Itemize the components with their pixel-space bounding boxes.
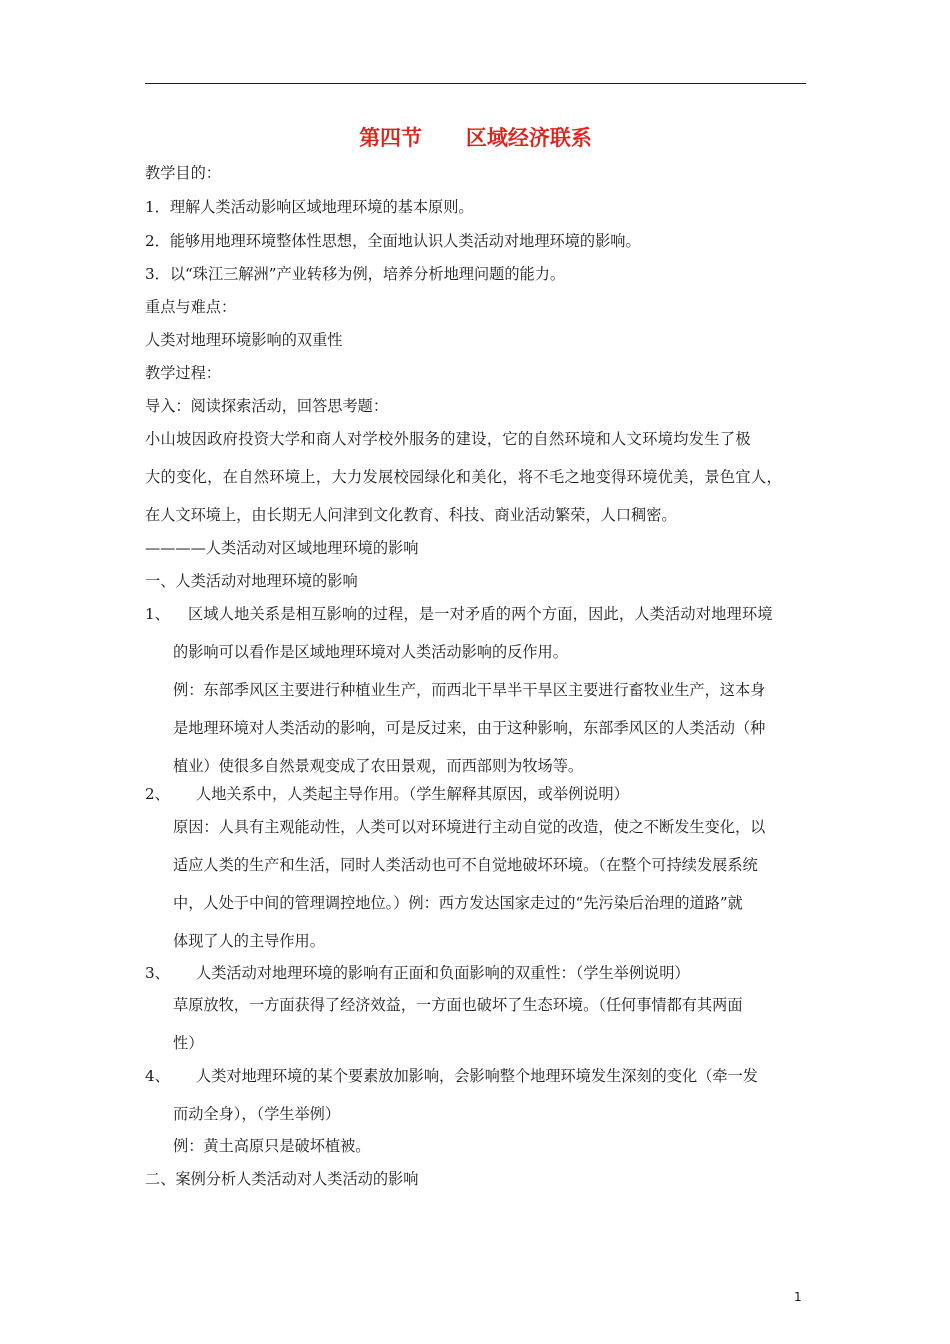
section-heading-1: 一、人类活动对地理环境的影响 — [145, 572, 358, 590]
item-line: 的影响可以看作是区域地理环境对人类活动影响的反作用。 — [173, 643, 568, 661]
page-title: 第四节 区域经济联系 — [359, 126, 592, 150]
item-heading: 人类对地理环境的某个要素放加影响，会影响整个地理环境发生深刻的变化（牵一发 — [196, 1067, 758, 1085]
item-number: 2、 — [145, 785, 170, 803]
story-line: 小山坡因政府投资大学和商人对学校外服务的建设，它的自然环境和人文环境均发生了极 — [145, 430, 751, 448]
item-line: 例：黄土高原只是破坏植被。 — [173, 1137, 371, 1155]
item-number: 4、 — [145, 1067, 170, 1085]
story-line: 大的变化，在自然环境上，大力发展校园绿化和美化，将不毛之地变得环境优美，景色宜人， — [145, 468, 783, 486]
item-line: 草原放牧，一方面获得了经济效益，一方面也破坏了生态环境。（任何事情都有其两面 — [173, 996, 743, 1014]
item-line: 适应人类的生产和生活，同时人类活动也可不自觉地破坏环境。（在整个可持续发展系统 — [173, 856, 758, 874]
item-line: 性） — [173, 1034, 204, 1052]
intro-text: 导入：阅读探索活动，回答思考题： — [145, 397, 388, 415]
item-line: 例：东部季风区主要进行种植业生产，而西北干旱半干旱区主要进行畜牧业生产，这本身 — [173, 681, 766, 699]
objectives-label: 教学目的： — [145, 164, 221, 182]
item-line: 中，人处于中间的管理调控地位。）例：西方发达国家走过的“先污染后治理的道路”就 — [173, 894, 743, 912]
page-number: 1 — [794, 1290, 802, 1304]
item-number: 1、 — [145, 605, 170, 623]
item-heading: 人类活动对地理环境的影响有正面和负面影响的双重性：（学生举例说明） — [196, 964, 690, 982]
process-label: 教学过程： — [145, 364, 221, 382]
objective-item: 2．能够用地理环境整体性思想，全面地认识人类活动对地理环境的影响。 — [145, 232, 641, 250]
item-line: 体现了人的主导作用。 — [173, 932, 325, 950]
focus-label: 重点与难点： — [145, 298, 237, 316]
section-heading-2: 二、案例分析人类活动对人类活动的影响 — [145, 1170, 419, 1188]
item-line: 植业）使很多自然景观变成了农田景观，而西部则为牧场等。 — [173, 757, 584, 775]
focus-text: 人类对地理环境影响的双重性 — [145, 331, 343, 349]
item-heading: 人地关系中，人类起主导作用。（学生解释其原因，或举例说明） — [196, 785, 629, 803]
header-rule — [145, 83, 806, 84]
item-heading: 区域人地关系是相互影响的过程，是一对矛盾的两个方面，因此，人类活动对地理环境 — [188, 605, 773, 623]
item-line: 而动全身），（学生举例） — [173, 1105, 341, 1123]
dash-heading: ————人类活动对区域地理环境的影响 — [145, 539, 419, 557]
objective-item: 3．以“珠江三解洲”产业转移为例，培养分析地理问题的能力。 — [145, 265, 566, 283]
objective-item: 1．理解人类活动影响区域地理环境的基本原则。 — [145, 198, 474, 216]
item-line: 是地理环境对人类活动的影响，可是反过来，由于这种影响，东部季风区的人类活动（种 — [173, 719, 766, 737]
item-line: 原因：人具有主观能动性，人类可以对环境进行主动自觉的改造，使之不断发生变化，以 — [173, 818, 766, 836]
item-number: 3、 — [145, 964, 170, 982]
story-line: 在人文环境上，由长期无人问津到文化教育、科技、商业活动繁荣，人口稠密。 — [145, 506, 677, 524]
